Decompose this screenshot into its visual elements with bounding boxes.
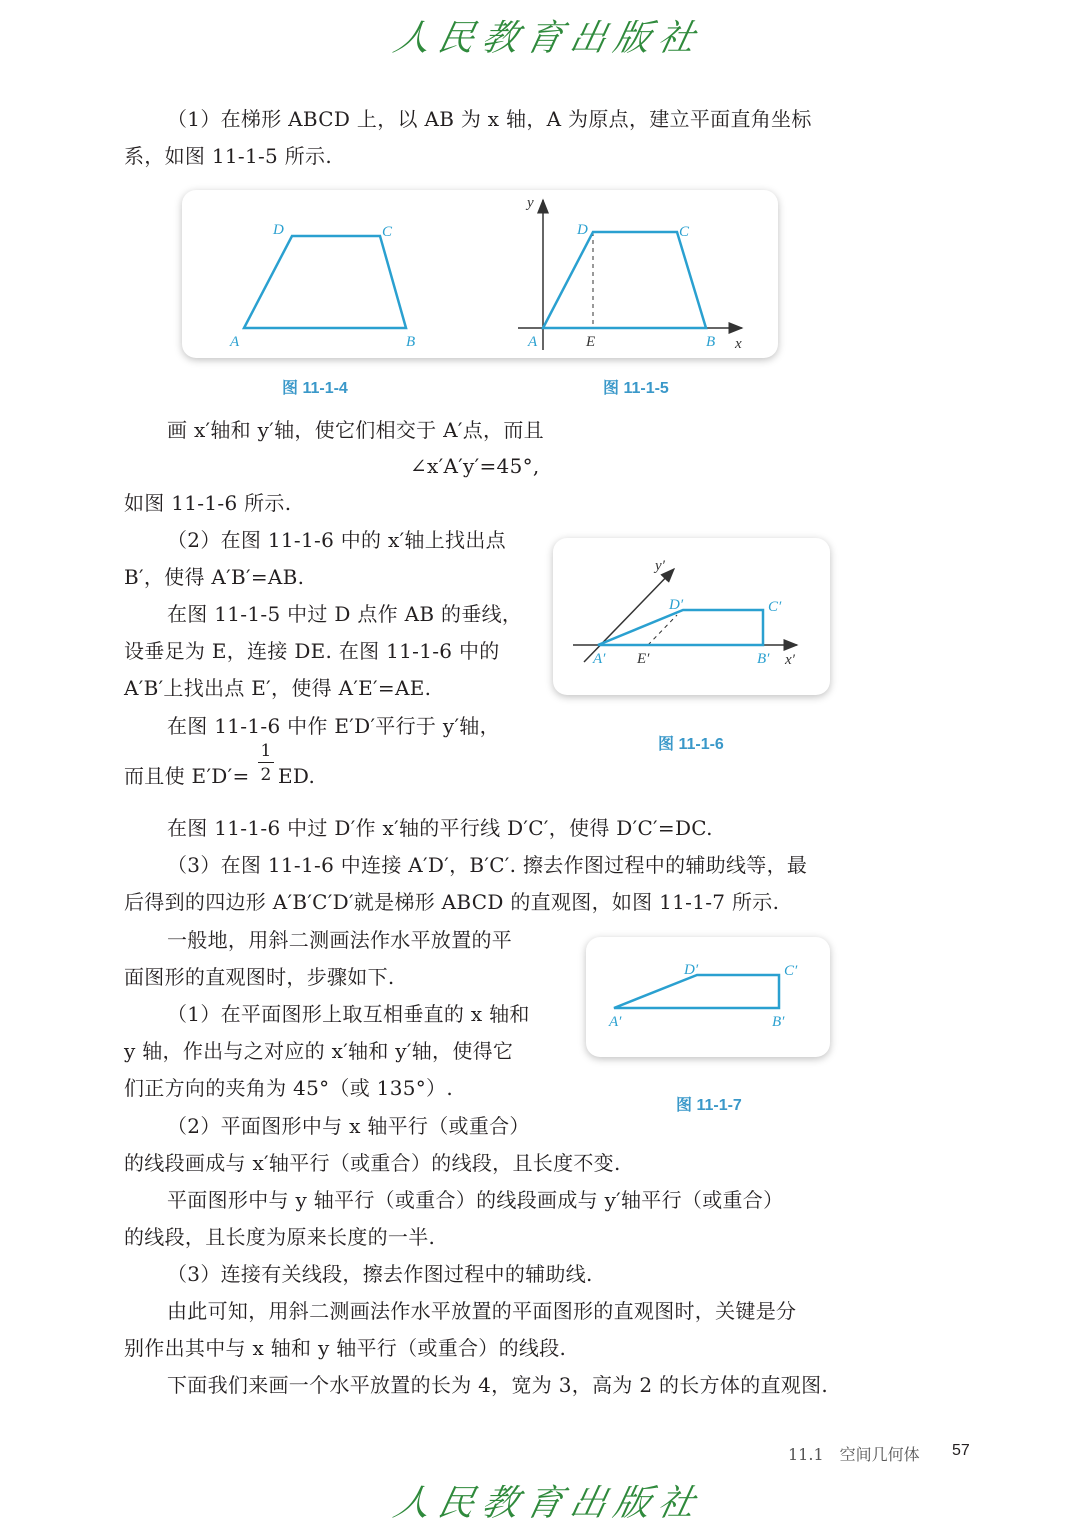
label-E: E <box>586 334 596 350</box>
text-line: 画 x′轴和 y′轴，使它们相交于 A′点，而且 <box>167 418 544 442</box>
text-line: 如图 11-1-6 所示. <box>124 491 292 515</box>
text-line: A′B′上找出点 E′，使得 A′E′=AE. <box>124 676 432 700</box>
text-line: 别作出其中与 x 轴和 y 轴平行（或重合）的线段. <box>124 1336 567 1360</box>
footer-section: 11.1 空间几何体 <box>788 1445 920 1464</box>
label-D-prime: D′ <box>669 597 684 613</box>
label-D: D <box>273 222 284 238</box>
text-line: 在图 11-1-6 中作 E′D′平行于 y′轴， <box>167 714 500 738</box>
text-line: ED. <box>278 764 316 788</box>
label-y: y <box>527 195 534 211</box>
label-C-prime: C′ <box>768 599 782 615</box>
label-B: B <box>706 334 716 350</box>
label-x-prime: x′ <box>785 652 795 668</box>
label-C: C <box>382 224 393 240</box>
label-y-prime: y′ <box>655 558 665 574</box>
label-x: x <box>735 336 742 352</box>
caption-fig-11-1-7: 图 11-1-7 <box>676 1097 742 1114</box>
caption-fig-11-1-5: 图 11-1-5 <box>603 380 669 397</box>
label-B-prime: B′ <box>757 651 770 667</box>
text-line: 系，如图 11-1-5 所示. <box>124 144 332 168</box>
text-line: （2）在图 11-1-6 中的 x′轴上找出点 <box>167 528 506 552</box>
text-line: 在图 11-1-5 中过 D 点作 AB 的垂线， <box>167 602 523 626</box>
text-line: 平面图形中与 y 轴平行（或重合）的线段画成与 y′轴平行（或重合） <box>167 1188 784 1212</box>
label-B-prime: B′ <box>772 1014 785 1030</box>
caption-fig-11-1-6: 图 11-1-6 <box>658 736 724 753</box>
label-A-prime: A′ <box>609 1014 622 1030</box>
text-line: （3）连接有关线段，擦去作图过程中的辅助线. <box>167 1262 593 1286</box>
page-number: 57 <box>952 1442 970 1459</box>
caption-fig-11-1-4: 图 11-1-4 <box>282 380 348 397</box>
text-line: （3）在图 11-1-6 中连接 A′D′，B′C′. 擦去作图过程中的辅助线等，最 <box>167 853 808 877</box>
text-line: 的线段，且长度为原来长度的一半. <box>124 1225 436 1249</box>
label-E-prime: E′ <box>637 651 650 667</box>
text-line: 在图 11-1-6 中过 D′作 x′轴的平行线 D′C′，使得 D′C′=DC. <box>167 816 713 840</box>
label-A-prime: A′ <box>593 651 606 667</box>
label-A: A <box>528 334 538 350</box>
text-line: （1）在梯形 ABCD 上，以 AB 为 x 轴，A 为原点，建立平面直角坐标 <box>167 107 812 131</box>
publisher-watermark-top: 人民教育出版社 <box>390 18 707 59</box>
text-line: （1）在平面图形上取互相垂直的 x 轴和 <box>167 1002 530 1026</box>
text-line: （2）平面图形中与 x 轴平行（或重合） <box>167 1114 530 1138</box>
text-line: B′，使得 A′B′=AB. <box>124 565 305 589</box>
label-D: D <box>577 222 588 238</box>
fraction-denominator: 2 <box>260 765 272 785</box>
text-line: 们正方向的夹角为 45°（或 135°）. <box>124 1076 453 1100</box>
text-line: ∠x′A′y′=45°, <box>410 454 540 478</box>
label-C-prime: C′ <box>784 963 798 979</box>
text-line: 面图形的直观图时，步骤如下. <box>124 965 395 989</box>
fraction-numerator: 1 <box>258 740 274 763</box>
publisher-watermark-bottom: 人民教育出版社 <box>390 1483 707 1524</box>
text-line: 设垂足为 E，连接 DE. 在图 11-1-6 中的 <box>124 639 500 663</box>
text-line: 下面我们来画一个水平放置的长为 4，宽为 3，高为 2 的长方体的直观图. <box>167 1373 829 1397</box>
label-A: A <box>230 334 240 350</box>
text-line: 的线段画成与 x′轴平行（或重合）的线段，且长度不变. <box>124 1151 621 1175</box>
text-line: 由此可知，用斜二测画法作水平放置的平面图形的直观图时，关键是分 <box>167 1299 797 1323</box>
label-C: C <box>679 224 690 240</box>
label-D-prime: D′ <box>684 962 699 978</box>
text-line: 一般地，用斜二测画法作水平放置的平 <box>167 928 513 952</box>
final-intuitive-trapezoid <box>614 975 779 1008</box>
text-line: 而且使 E′D′= <box>124 764 250 788</box>
label-B: B <box>406 334 416 350</box>
text-line: y 轴，作出与之对应的 x′轴和 y′轴，使得它 <box>124 1039 514 1063</box>
text-line: 后得到的四边形 A′B′C′D′就是梯形 ABCD 的直观图，如图 11-1-7 所示. <box>124 890 780 914</box>
